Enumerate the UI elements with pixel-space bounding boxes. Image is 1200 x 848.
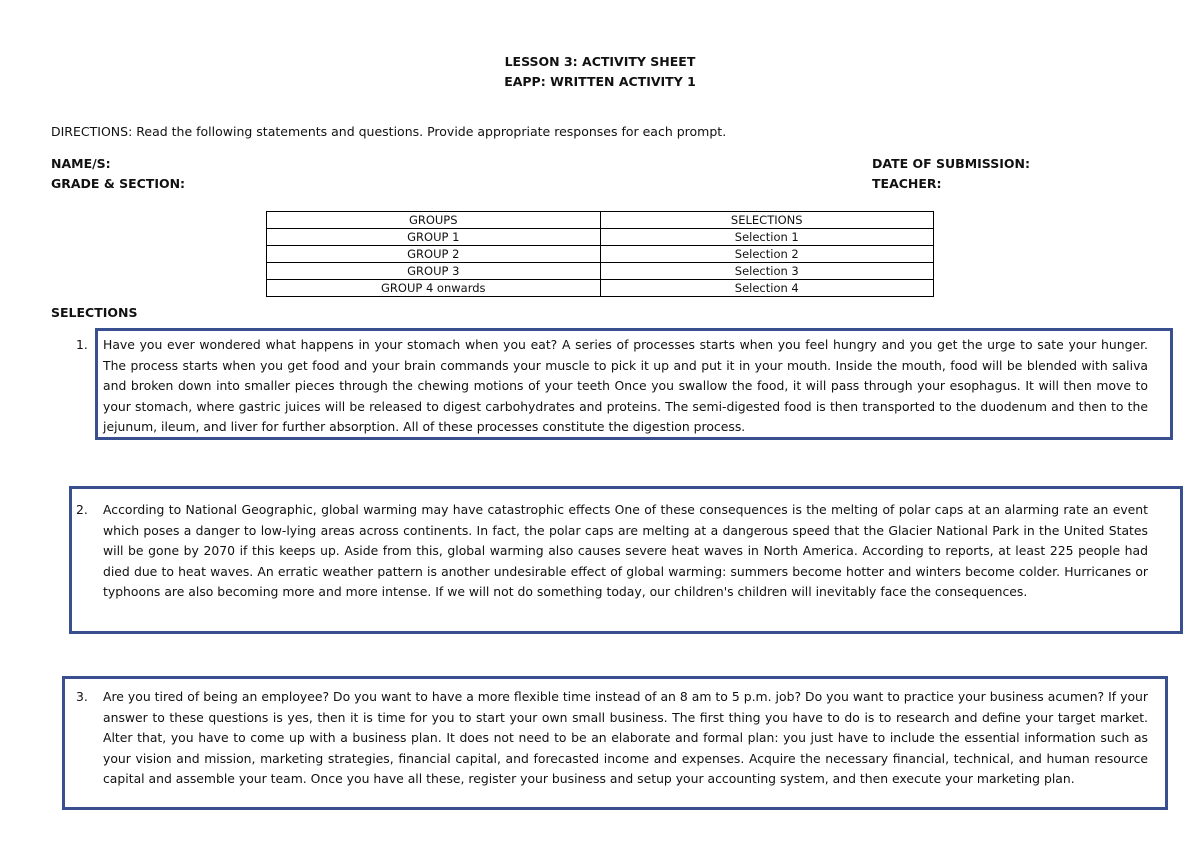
teacher-label: TEACHER: xyxy=(872,176,942,191)
table-cell-selection: Selection 4 xyxy=(600,280,934,297)
table-row xyxy=(267,263,934,280)
table-header-groups: GROUPS xyxy=(267,212,601,229)
selection-3-text: Are you tired of being an employee? Do you want to have a more flexible time instead of an 8 am to 5 p.m. job? Do you want to practice your business acumen? If your answer to these questions is yes, then it is time for you to start your own small business. The first thing you have to do is to research and define your target market. Alter that, you have to come up with a business plan. It does not need to be an elaborate and formal plan: you just have to include the essential information such as your vision and mission, marketing strategies, financial capital, and forecasted income and expenses. Acquire the necessary financial, technical, and human resource capital and assemble your team. Once you have all these, register your business and setup your accounting system, and then execute your marketing plan. xyxy=(103,689,1148,787)
table-cell-group: GROUP 1 xyxy=(267,229,601,246)
grade-section-label: GRADE & SECTION: xyxy=(51,176,186,191)
table-cell-group: GROUP 2 xyxy=(267,246,601,263)
sheet-title: LESSON 3: ACTIVITY SHEET xyxy=(504,54,696,69)
selection-2-number: 2. xyxy=(76,502,88,517)
selection-3-number: 3. xyxy=(76,689,88,704)
groups-table xyxy=(266,211,934,297)
table-header-row xyxy=(267,212,934,229)
selection-1-text: Have you ever wondered what happens in your stomach when you eat? A series of processes starts when you feel hungry and you get the urge to sate your hunger. The process starts when you get food and your brain commands your muscle to pick it up and put it in your mouth. Inside the mouth, food will be blended with saliva and broken down into smaller pieces through the chewing motions of your teeth Once you swallow the food, it will pass through your esophagus. It will then move to your stomach, where gastric juices will be released to digest carbohydrates and proteins. The semi-digested food is then transported to the duodenum and then to the jejunum, ileum, and liver for further absorption. All of these processes constitute the digestion process. xyxy=(103,337,1148,435)
sheet-subtitle: EAPP: WRITTEN ACTIVITY 1 xyxy=(504,74,696,89)
selection-2-text: According to National Geographic, global warming may have catastrophic effects One of these consequences is the melting of polar caps at an alarming rate an event which poses a danger to low-lying areas across continents. In fact, the polar caps are melting at a dangerous speed that the Glacier National Park in the United States will be gone by 2070 if this keeps up. Aside from this, global warming also causes severe heat waves in North America. According to reports, at least 225 people had died due to heat waves. An erratic weather pattern is another undesirable effect of global warming: summers become hotter and winters become colder. Hurricanes or typhoons are also becoming more and more intense. If we will not do something today, our children's children will inevitably face the consequences. xyxy=(103,502,1148,600)
selection-1-number: 1. xyxy=(76,337,88,352)
selections-heading: SELECTIONS xyxy=(51,305,138,320)
directions-text: DIRECTIONS: Read the following statements and questions. Provide appropriate responses for each prompt. xyxy=(51,124,727,139)
table-row xyxy=(267,280,934,297)
table-cell-selection: Selection 3 xyxy=(600,263,934,280)
date-submission-label: DATE OF SUBMISSION: xyxy=(872,156,1030,171)
table-row xyxy=(267,229,934,246)
table-row xyxy=(267,246,934,263)
table-cell-selection: Selection 1 xyxy=(600,229,934,246)
table-header-selections: SELECTIONS xyxy=(600,212,934,229)
names-label: NAME/S: xyxy=(51,156,111,171)
table-cell-group: GROUP 4 onwards xyxy=(267,280,601,297)
table-cell-group: GROUP 3 xyxy=(267,263,601,280)
table-cell-selection: Selection 2 xyxy=(600,246,934,263)
